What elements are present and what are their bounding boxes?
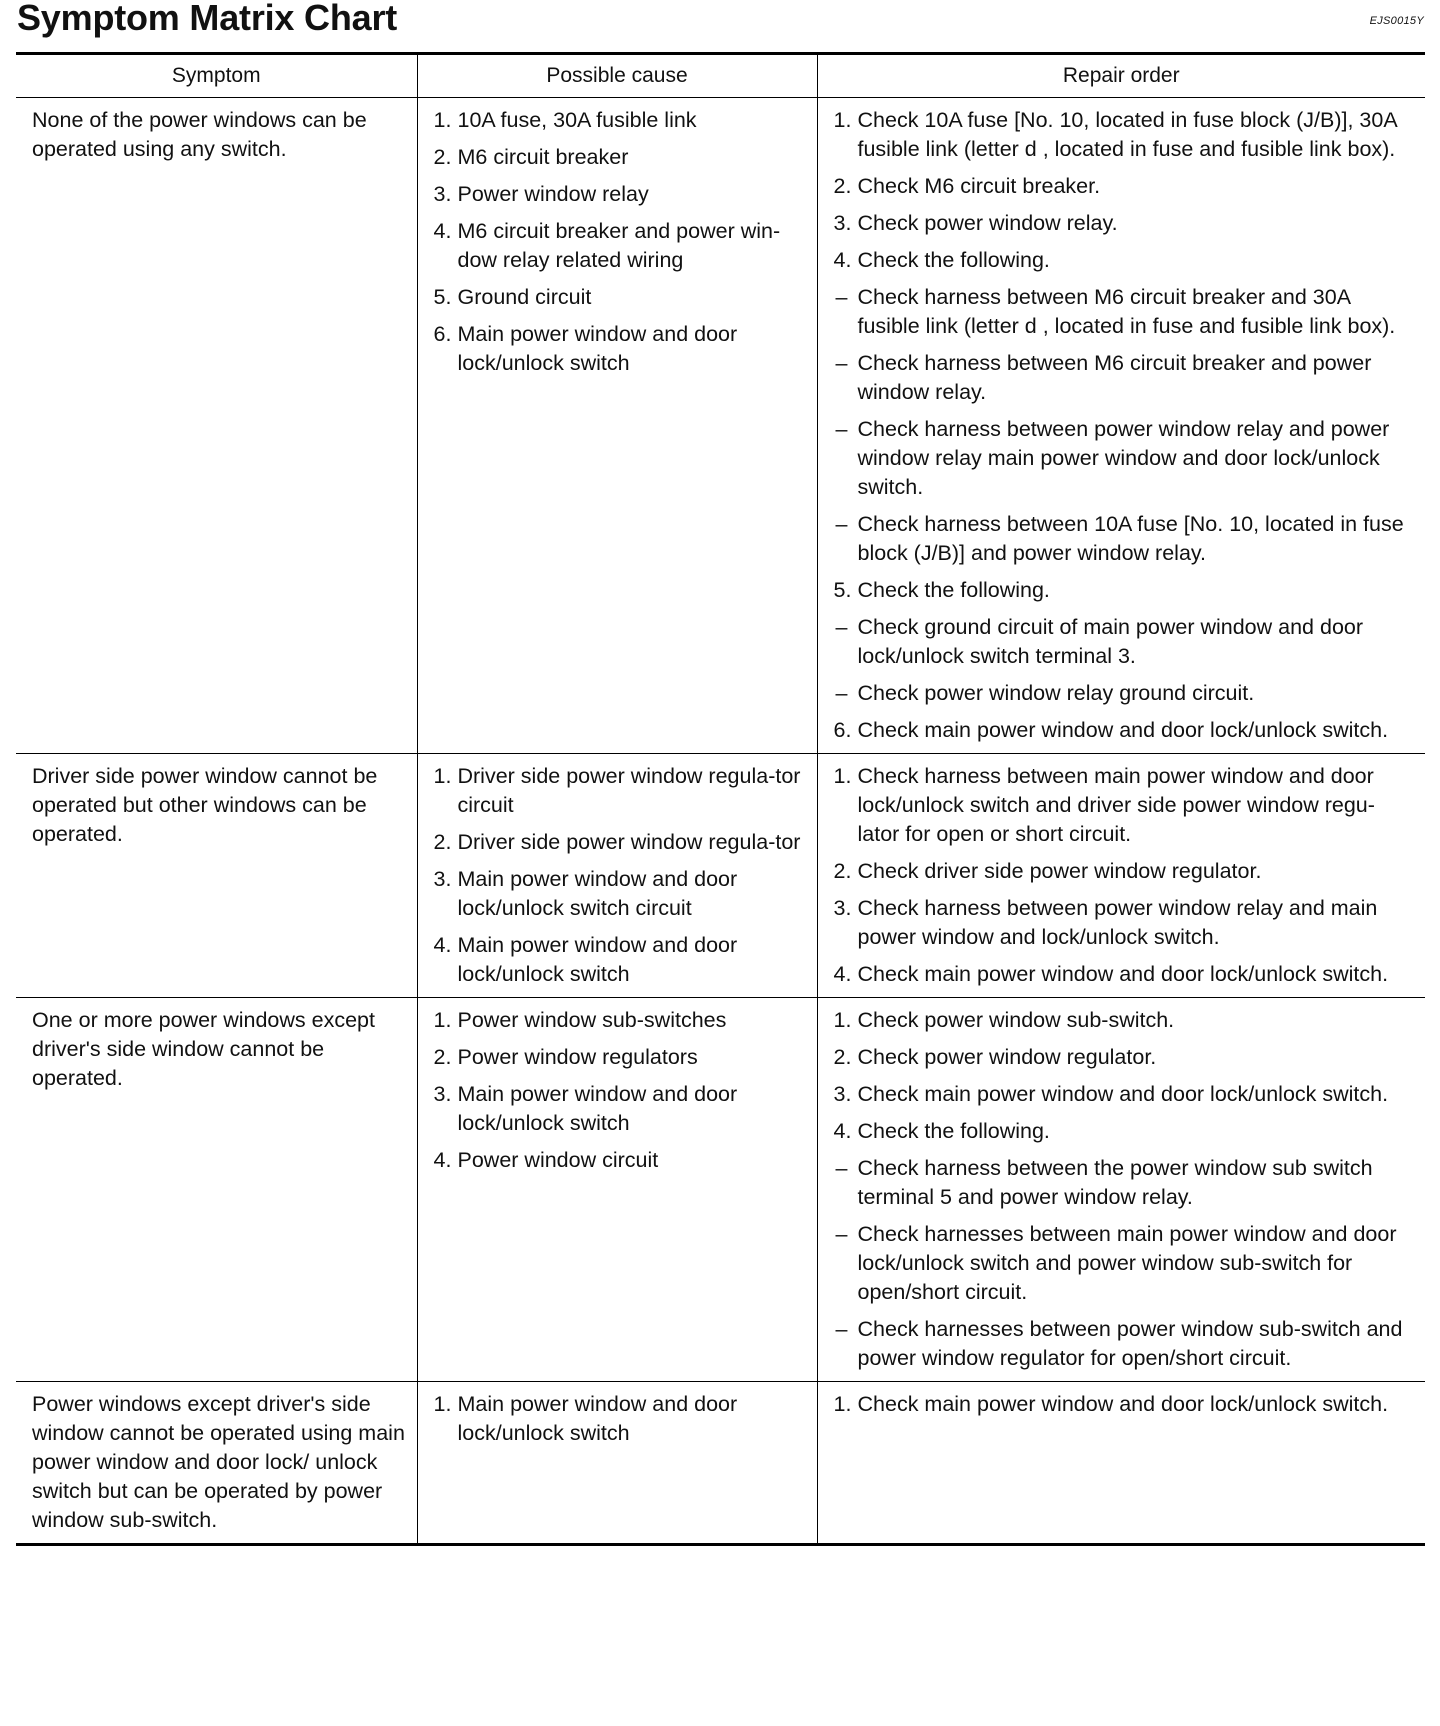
- symptom-cell: One or more power windows except driver's side window cannot be operated.: [16, 998, 417, 1382]
- document-code: EJS0015Y: [1369, 15, 1424, 27]
- repair-step-text: Check harnesses between power window sub-switch and power window regulator for open/short circuit.: [857, 1317, 1403, 1370]
- list-item: [834, 1220, 1416, 1307]
- repair-step-text: Check main power window and door lock/unlock switch.: [857, 718, 1389, 742]
- item-marker: –: [835, 615, 848, 639]
- item-marker: 1.: [433, 1392, 452, 1416]
- cause-text: Power window sub-switches: [457, 1008, 727, 1032]
- repair-step-list: [834, 762, 1416, 989]
- item-marker: 6.: [833, 718, 852, 742]
- table-body: [16, 98, 1425, 1545]
- header-row: [16, 54, 1425, 98]
- list-item: [434, 320, 807, 378]
- list-item: [834, 960, 1416, 989]
- item-marker: 4.: [833, 248, 852, 272]
- cause-text: Main power window and door lock/unlock switch: [457, 322, 738, 375]
- repair-step-text: Check 10A fuse [No. 10, located in fuse block (J/B)], 30A fusible link (letter d , located in fuse and fusible link box).: [857, 108, 1397, 161]
- cause-text: M6 circuit breaker: [457, 145, 629, 169]
- item-marker: 2.: [833, 174, 852, 198]
- header-possible-cause: Possible cause: [417, 54, 817, 98]
- repair-step-text: Check harness between main power window and door lock/unlock switch and driver side power window regu-lator for open or short circuit.: [857, 764, 1375, 846]
- table-row: [16, 754, 1425, 998]
- repair-step-text: Check the following.: [857, 248, 1050, 272]
- cause-list: [434, 1006, 807, 1175]
- list-item: [834, 1154, 1416, 1212]
- repair-step-text: Check main power window and door lock/unlock switch.: [857, 1392, 1389, 1416]
- header-repair-order: Repair order: [817, 54, 1425, 98]
- repair-step-list: [834, 1006, 1416, 1373]
- possible-cause-cell: [417, 998, 817, 1382]
- list-item: [434, 762, 807, 820]
- list-item: [434, 1043, 807, 1072]
- repair-step-list: [834, 106, 1416, 745]
- list-item: [434, 1390, 807, 1448]
- list-item: [834, 1080, 1416, 1109]
- item-marker: –: [835, 512, 848, 536]
- repair-step-text: Check power window relay ground circuit.: [857, 681, 1255, 705]
- cause-text: Main power window and door lock/unlock switch: [457, 933, 738, 986]
- cause-list: [434, 762, 807, 989]
- item-marker: 1.: [833, 764, 852, 788]
- list-item: [434, 1006, 807, 1035]
- repair-step-text: Check main power window and door lock/unlock switch.: [857, 962, 1389, 986]
- item-marker: –: [835, 285, 848, 309]
- item-marker: 3.: [433, 1082, 452, 1106]
- list-item: [834, 1117, 1416, 1146]
- repair-step-text: Check power window regulator.: [857, 1045, 1157, 1069]
- repair-order-cell: [817, 998, 1425, 1382]
- repair-step-text: Check M6 circuit breaker.: [857, 174, 1101, 198]
- list-item: [434, 1146, 807, 1175]
- item-marker: 5.: [433, 285, 452, 309]
- item-marker: 2.: [833, 859, 852, 883]
- item-marker: 3.: [433, 867, 452, 891]
- symptom-cell: Driver side power window cannot be operated but other windows can be operated.: [16, 754, 417, 998]
- list-item: [434, 931, 807, 989]
- item-marker: 2.: [433, 145, 452, 169]
- list-item: [834, 1043, 1416, 1072]
- list-item: [834, 1390, 1416, 1419]
- item-marker: –: [835, 417, 848, 441]
- item-marker: 4.: [833, 962, 852, 986]
- repair-step-text: Check harness between the power window sub switch terminal 5 and power window relay.: [857, 1156, 1373, 1209]
- item-marker: 6.: [433, 322, 452, 346]
- item-marker: 4.: [433, 933, 452, 957]
- list-item: [834, 857, 1416, 886]
- item-marker: 1.: [433, 1008, 452, 1032]
- item-marker: 1.: [833, 1008, 852, 1032]
- cause-text: Ground circuit: [457, 285, 592, 309]
- list-item: [434, 106, 807, 135]
- cause-list: [434, 106, 807, 378]
- item-marker: 2.: [433, 1045, 452, 1069]
- cause-text: 10A fuse, 30A fusible link: [457, 108, 697, 132]
- item-marker: –: [835, 1156, 848, 1180]
- repair-step-text: Check harness between power window relay and power window relay main power window and door lock/unlock switch.: [857, 417, 1390, 499]
- repair-step-text: Check harness between 10A fuse [No. 10, located in fuse block (J/B)] and power window relay.: [857, 512, 1404, 565]
- item-marker: 1.: [433, 108, 452, 132]
- cause-text: Driver side power window regula-tor: [457, 830, 801, 854]
- item-marker: –: [835, 1317, 848, 1341]
- list-item: [834, 106, 1416, 164]
- list-item: [434, 143, 807, 172]
- list-item: [434, 283, 807, 312]
- cause-text: Power window regulators: [457, 1045, 698, 1069]
- repair-step-text: Check the following.: [857, 1119, 1050, 1143]
- list-item: [434, 1080, 807, 1138]
- item-marker: 5.: [833, 578, 852, 602]
- repair-step-text: Check driver side power window regulator.: [857, 859, 1262, 883]
- table-row: [16, 1382, 1425, 1545]
- item-marker: 3.: [433, 182, 452, 206]
- item-marker: 2.: [833, 1045, 852, 1069]
- list-item: [834, 510, 1416, 568]
- list-item: [834, 415, 1416, 502]
- repair-order-cell: [817, 1382, 1425, 1545]
- list-item: [434, 217, 807, 275]
- item-marker: 1.: [833, 1392, 852, 1416]
- list-item: [834, 246, 1416, 275]
- item-marker: 3.: [833, 1082, 852, 1106]
- list-item: [834, 1006, 1416, 1035]
- table-row: [16, 998, 1425, 1382]
- symptom-matrix-table: [16, 52, 1425, 1546]
- cause-text: Main power window and door lock/unlock switch: [457, 1392, 738, 1445]
- item-marker: 4.: [433, 1148, 452, 1172]
- item-marker: –: [835, 351, 848, 375]
- cause-text: Main power window and door lock/unlock switch: [457, 1082, 738, 1135]
- possible-cause-cell: [417, 754, 817, 998]
- item-marker: 4.: [433, 219, 452, 243]
- list-item: [834, 762, 1416, 849]
- list-item: [834, 209, 1416, 238]
- page-title: Symptom Matrix Chart: [17, 0, 398, 38]
- cause-text: Power window relay: [457, 182, 649, 206]
- repair-step-text: Check harness between power window relay and main power window and lock/unlock switch.: [857, 896, 1378, 949]
- possible-cause-cell: [417, 1382, 817, 1545]
- cause-list: [434, 1390, 807, 1448]
- table-row: [16, 98, 1425, 754]
- item-marker: 4.: [833, 1119, 852, 1143]
- list-item: [434, 828, 807, 857]
- symptom-cell: Power windows except driver's side window cannot be operated using main power window and door lock/ unlock switch but can be operated by power window sub-switch.: [16, 1382, 417, 1545]
- list-item: [834, 172, 1416, 201]
- item-marker: 1.: [833, 108, 852, 132]
- repair-step-text: Check harness between M6 circuit breaker and power window relay.: [857, 351, 1372, 404]
- cause-text: M6 circuit breaker and power win-dow relay related wiring: [457, 219, 781, 272]
- repair-step-text: Check main power window and door lock/unlock switch.: [857, 1082, 1389, 1106]
- symptom-cell: None of the power windows can be operated using any switch.: [16, 98, 417, 754]
- repair-step-text: Check power window sub-switch.: [857, 1008, 1175, 1032]
- possible-cause-cell: [417, 98, 817, 754]
- item-marker: 2.: [433, 830, 452, 854]
- item-marker: 3.: [833, 211, 852, 235]
- header-symptom: Symptom: [16, 54, 417, 98]
- list-item: [434, 865, 807, 923]
- repair-step-text: Check power window relay.: [857, 211, 1118, 235]
- list-item: [834, 1315, 1416, 1373]
- item-marker: 3.: [833, 896, 852, 920]
- item-marker: –: [835, 681, 848, 705]
- repair-step-text: Check harness between M6 circuit breaker and 30A fusible link (letter d , located in fuse and fusible link box).: [857, 285, 1396, 338]
- list-item: [434, 180, 807, 209]
- cause-text: Power window circuit: [457, 1148, 659, 1172]
- repair-step-text: Check ground circuit of main power window and door lock/unlock switch terminal 3.: [857, 615, 1364, 668]
- item-marker: –: [835, 1222, 848, 1246]
- list-item: [834, 613, 1416, 671]
- cause-text: Main power window and door lock/unlock switch circuit: [457, 867, 738, 920]
- repair-step-text: Check harnesses between main power window and door lock/unlock switch and power window sub-switch for open/short circuit.: [857, 1222, 1397, 1304]
- repair-order-cell: [817, 98, 1425, 754]
- repair-order-cell: [817, 754, 1425, 998]
- repair-step-text: Check the following.: [857, 578, 1050, 602]
- list-item: [834, 894, 1416, 952]
- list-item: [834, 679, 1416, 708]
- list-item: [834, 283, 1416, 341]
- cause-text: Driver side power window regula-tor circuit: [457, 764, 801, 817]
- list-item: [834, 576, 1416, 605]
- item-marker: 1.: [433, 764, 452, 788]
- list-item: [834, 716, 1416, 745]
- repair-step-list: [834, 1390, 1416, 1419]
- list-item: [834, 349, 1416, 407]
